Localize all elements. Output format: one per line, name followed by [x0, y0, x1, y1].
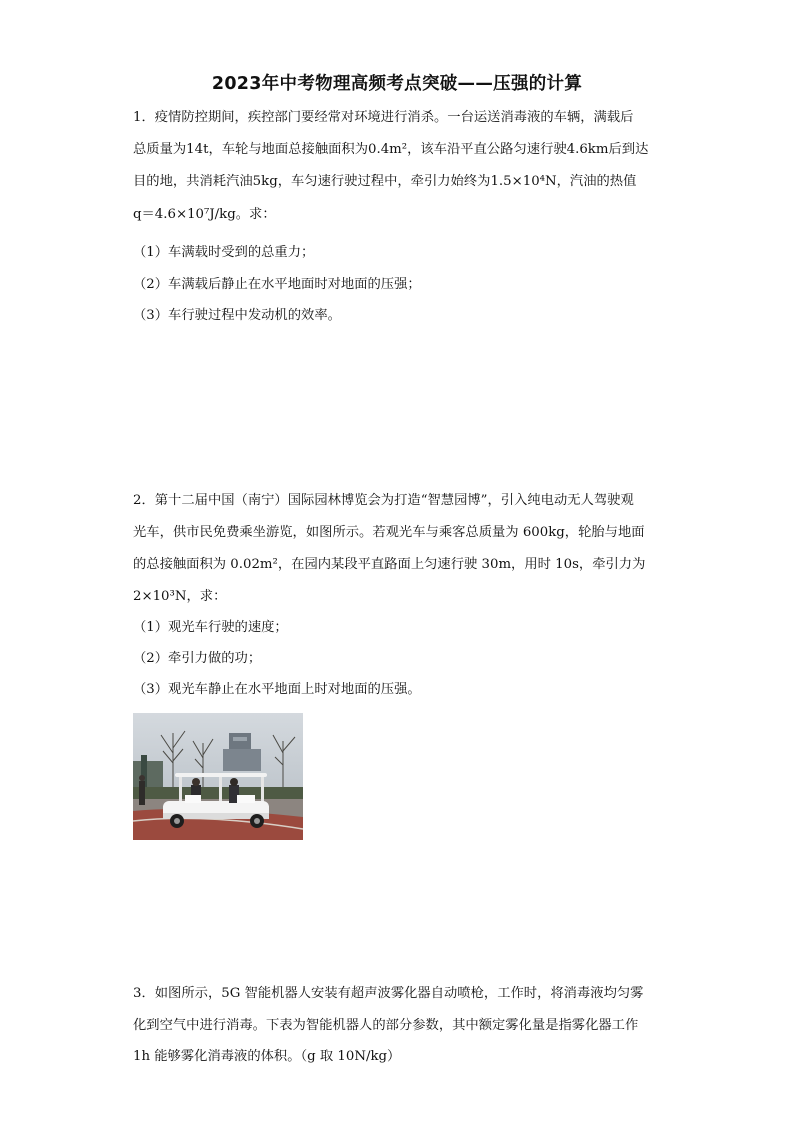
q2-sub-question-2: （2）牵引力做的功； — [133, 651, 262, 666]
page-title: 2023年中考物理高频考点突破——压强的计算 — [211, 74, 583, 94]
q1-line-1: 1．疫情防控期间，疾控部门要经常对环境进行消杀。一台运送消毒液的车辆，满载后 — [133, 110, 634, 125]
cart-photo-illustration — [133, 713, 303, 840]
q2-line-4: 2×10³N，求： — [133, 589, 227, 604]
q1-sub-question-3: （3）车行驶过程中发动机的效率。 — [133, 308, 341, 323]
q2-line-3: 的总接触面积为 0.02m²，在园内某段平直路面上匀速行驶 30m，用时 10s，牵引力为 — [133, 557, 646, 572]
q2-line-2: 光车，供市民免费乘坐游览，如图所示。若观光车与乘客总质量为 600kg，轮胎与地面 — [133, 525, 645, 540]
q3-line-2: 化到空气中进行消毒。下表为智能机器人的部分参数，其中额定雾化量是指雾化器工作 — [133, 1018, 639, 1033]
q1-sub-question-2: （2）车满载后静止在水平地面时对地面的压强； — [133, 277, 421, 292]
q1-line-2: 总质量为14t，车轮与地面总接触面积为0.4m²，该车沿平直公路匀速行驶4.6km后到达 — [133, 142, 649, 157]
q3-line-1: 3．如图所示，5G 智能机器人安装有超声波雾化器自动喷枪，工作时，将消毒液均匀雾 — [133, 986, 644, 1001]
q2-sub-question-3: （3）观光车静止在水平地面上时对地面的压强。 — [133, 682, 421, 697]
q1-line-3: 目的地，共消耗汽油5kg，车匀速行驶过程中，牵引力始终为1.5×10⁴N，汽油的热值 — [133, 174, 637, 189]
q1-sub-question-1: （1）车满载时受到的总重力； — [133, 245, 315, 260]
q2-line-1: 2．第十二届中国（南宁）国际园林博览会为打造“智慧园博”，引入纯电动无人驾驶观 — [133, 493, 634, 508]
q3-line-3: 1h 能够雾化消毒液的体积。（g 取 10N/kg） — [133, 1049, 401, 1064]
sightseeing-cart-photo — [133, 713, 303, 840]
q2-sub-question-1: （1）观光车行驶的速度； — [133, 620, 288, 635]
q1-line-4: q＝4.6×10⁷J/kg。求： — [133, 207, 276, 222]
